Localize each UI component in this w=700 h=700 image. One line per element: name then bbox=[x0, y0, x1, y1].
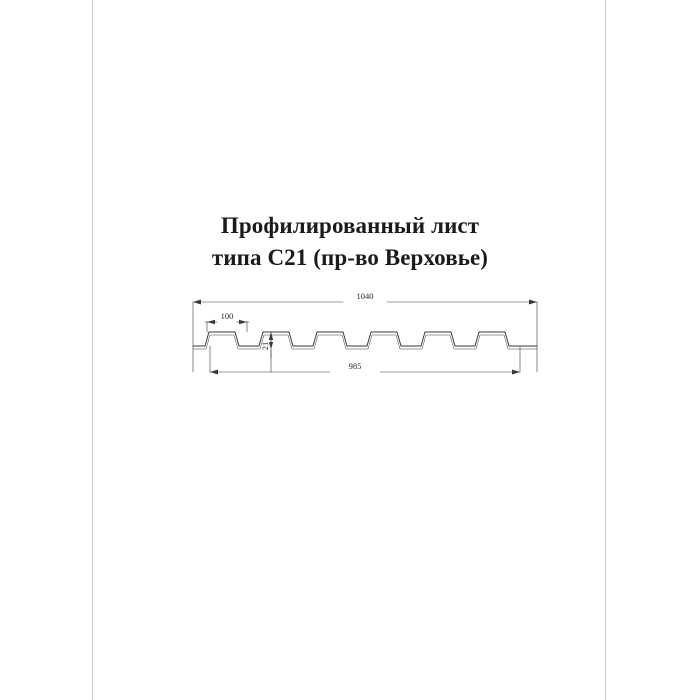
corrugation-profile bbox=[193, 332, 537, 349]
title-line-1: Профилированный лист bbox=[220, 213, 480, 238]
page-title bbox=[0, 210, 700, 273]
useful-width-label: 985 bbox=[348, 361, 362, 371]
title-line-2: типа С21 (пр-во Верховье) bbox=[211, 244, 489, 270]
overall-width-label: 1040 bbox=[356, 291, 374, 301]
pitch-dimension bbox=[205, 320, 249, 332]
pitch-label: 100 bbox=[220, 311, 234, 321]
useful-width-dimension bbox=[210, 346, 520, 375]
height-label: 21 bbox=[260, 341, 270, 351]
height-dimension bbox=[269, 332, 273, 372]
profile-drawing bbox=[175, 280, 555, 390]
overall-width-dimension bbox=[193, 300, 537, 373]
